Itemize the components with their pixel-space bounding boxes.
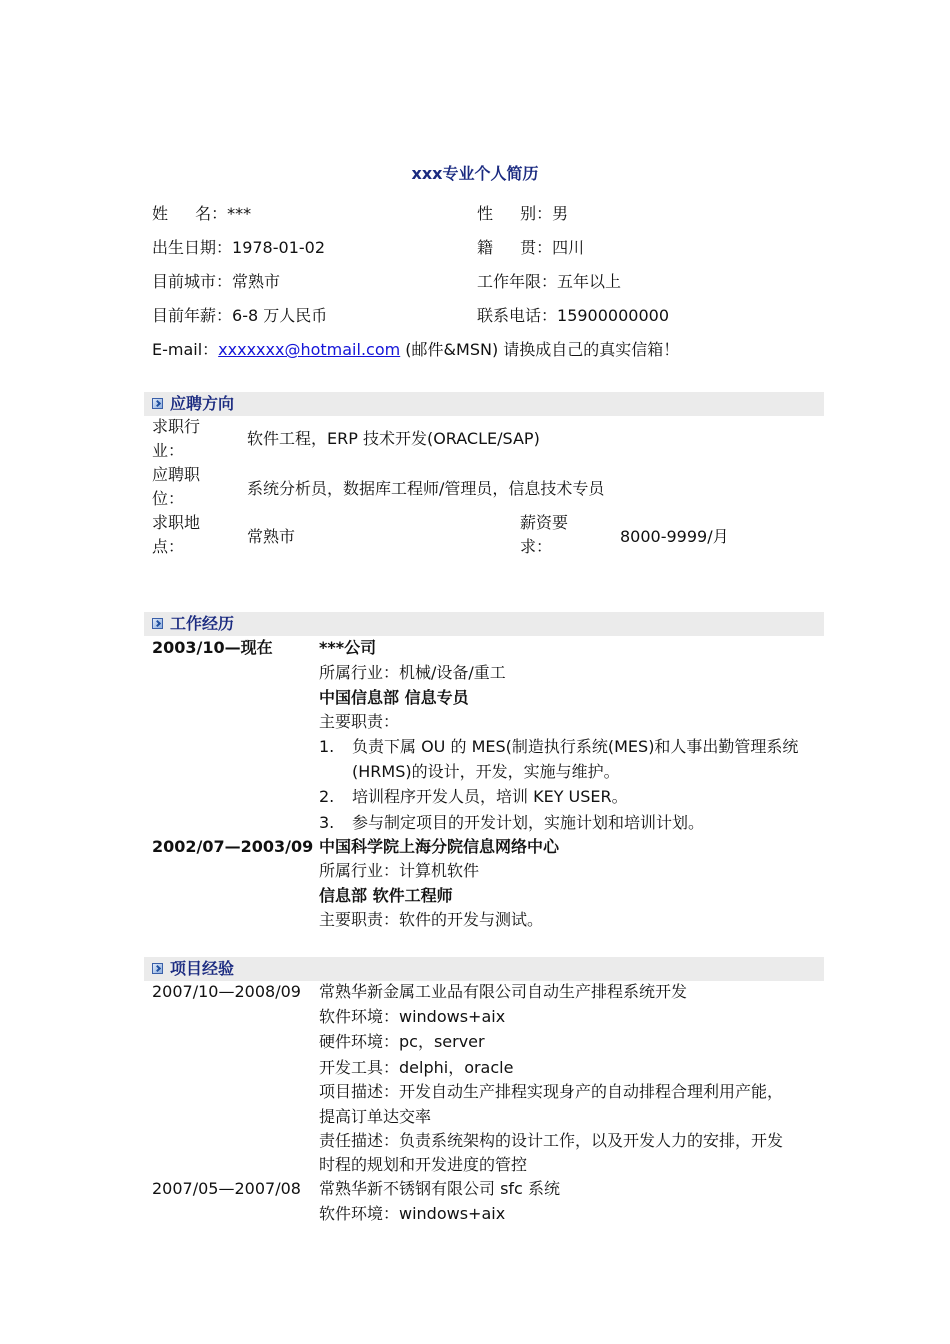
work-duty-title: 主要职责：软件的开发与测试。 — [319, 910, 544, 929]
birth-row — [152, 238, 325, 258]
duty-text: 负责下属 OU 的 MES(制造执行系统(MES)和人事出勤管理系统 — [352, 737, 799, 756]
gender-value: 男 — [552, 204, 569, 223]
work-dept: 信息部 软件工程师 — [319, 886, 453, 905]
gender-label: 性 别： — [477, 204, 553, 223]
industry-value: 软件工程，ERP 技术开发(ORACLE/SAP) — [247, 429, 540, 448]
work-dept: 中国信息部 信息专员 — [319, 688, 469, 707]
section-bullet-icon — [152, 618, 163, 629]
birth-label: 出生日期： — [152, 238, 233, 257]
duty-text-continued: (HRMS)的设计，开发，实施与维护。 — [352, 762, 620, 781]
gender-row — [477, 204, 568, 224]
project-description-continued: 提高订单达交率 — [319, 1107, 432, 1126]
project-tools: 开发工具：delphi，oracle — [319, 1058, 514, 1077]
location-value: 常熟市 — [247, 527, 296, 546]
position-value: 系统分析员，数据库工程师/管理员，信息技术专员 — [247, 479, 605, 498]
email-link[interactable]: xxxxxxx@hotmail.com — [218, 340, 401, 359]
project-name: 常熟华新金属工业品有限公司自动生产排程系统开发 — [319, 982, 688, 1001]
section-bullet-icon — [152, 398, 163, 409]
duty-text: 参与制定项目的开发计划，实施计划和培训计划。 — [352, 813, 705, 832]
work-company: ***公司 — [319, 638, 377, 657]
section-work-title: 工作经历 — [170, 614, 235, 633]
native-label: 籍 贯： — [477, 238, 553, 257]
city-row — [152, 272, 280, 292]
project-period: 2007/05—2007/08 — [152, 1179, 301, 1198]
location-label-line2: 点： — [152, 537, 185, 556]
duty-text: 培训程序开发人员，培训 KEY USER。 — [352, 787, 628, 806]
duty-number: 2. — [319, 787, 335, 806]
native-value: 四川 — [552, 238, 585, 257]
years-value: 五年以上 — [557, 272, 622, 291]
work-company: 中国科学院上海分院信息网络中心 — [319, 837, 560, 856]
section-bullet-icon — [152, 963, 163, 974]
email-row — [152, 340, 679, 360]
name-row — [152, 204, 251, 224]
location-label-line1: 求职地 — [152, 513, 201, 532]
phone-row — [477, 306, 669, 326]
expected-salary-label-line1: 薪资要 — [520, 513, 569, 532]
name-value: *** — [227, 204, 252, 223]
duty-number: 1. — [319, 737, 335, 756]
expected-salary-value: 8000-9999/月 — [620, 527, 729, 546]
project-name: 常熟华新不锈钢有限公司 sfc 系统 — [319, 1179, 560, 1198]
project-responsibility-continued: 时程的规划和开发进度的管控 — [319, 1155, 528, 1174]
salary-label: 目前年薪： — [152, 306, 233, 325]
duty-number: 3. — [319, 813, 335, 832]
section-project-header — [144, 957, 824, 981]
expected-salary-label-line2: 求： — [520, 537, 553, 556]
phone-value: 15900000000 — [557, 306, 669, 325]
years-row — [477, 272, 621, 292]
city-value: 常熟市 — [232, 272, 281, 291]
section-apply-header — [144, 392, 824, 416]
project-hardware: 硬件环境：pc，server — [319, 1032, 485, 1051]
years-label: 工作年限： — [477, 272, 558, 291]
email-note: (邮件&MSN) 请换成自己的真实信箱！ — [405, 340, 680, 359]
section-work-header — [144, 612, 824, 636]
project-responsibility: 责任描述：负责系统架构的设计工作，以及开发人力的安排，开发 — [319, 1131, 784, 1150]
salary-value: 6-8 万人民币 — [232, 306, 328, 325]
project-software: 软件环境：windows+aix — [319, 1204, 506, 1223]
project-software: 软件环境：windows+aix — [319, 1007, 506, 1026]
phone-label: 联系电话： — [477, 306, 558, 325]
work-industry: 所属行业：计算机软件 — [319, 861, 480, 880]
position-label-line2: 位： — [152, 489, 185, 508]
resume-title: xxx专业个人简历 — [411, 164, 539, 183]
work-period: 2003/10—现在 — [152, 638, 273, 657]
industry-label-line2: 业： — [152, 441, 185, 460]
position-label-line1: 应聘职 — [152, 465, 201, 484]
name-label: 姓 名： — [152, 204, 228, 223]
city-label: 目前城市： — [152, 272, 233, 291]
industry-label-line1: 求职行 — [152, 417, 201, 436]
work-period: 2002/07—2003/09 — [152, 837, 314, 856]
section-apply-title: 应聘方向 — [170, 394, 235, 413]
work-duty-title: 主要职责： — [319, 712, 400, 731]
project-period: 2007/10—2008/09 — [152, 982, 301, 1001]
project-description: 项目描述：开发自动生产排程实现身产的自动排程合理利用产能， — [319, 1082, 784, 1101]
native-row — [477, 238, 584, 258]
section-project-title: 项目经验 — [170, 959, 235, 978]
email-label: E-mail： — [152, 340, 219, 359]
salary-row — [152, 306, 327, 326]
birth-value: 1978-01-02 — [232, 238, 325, 257]
work-industry: 所属行业：机械/设备/重工 — [319, 663, 506, 682]
